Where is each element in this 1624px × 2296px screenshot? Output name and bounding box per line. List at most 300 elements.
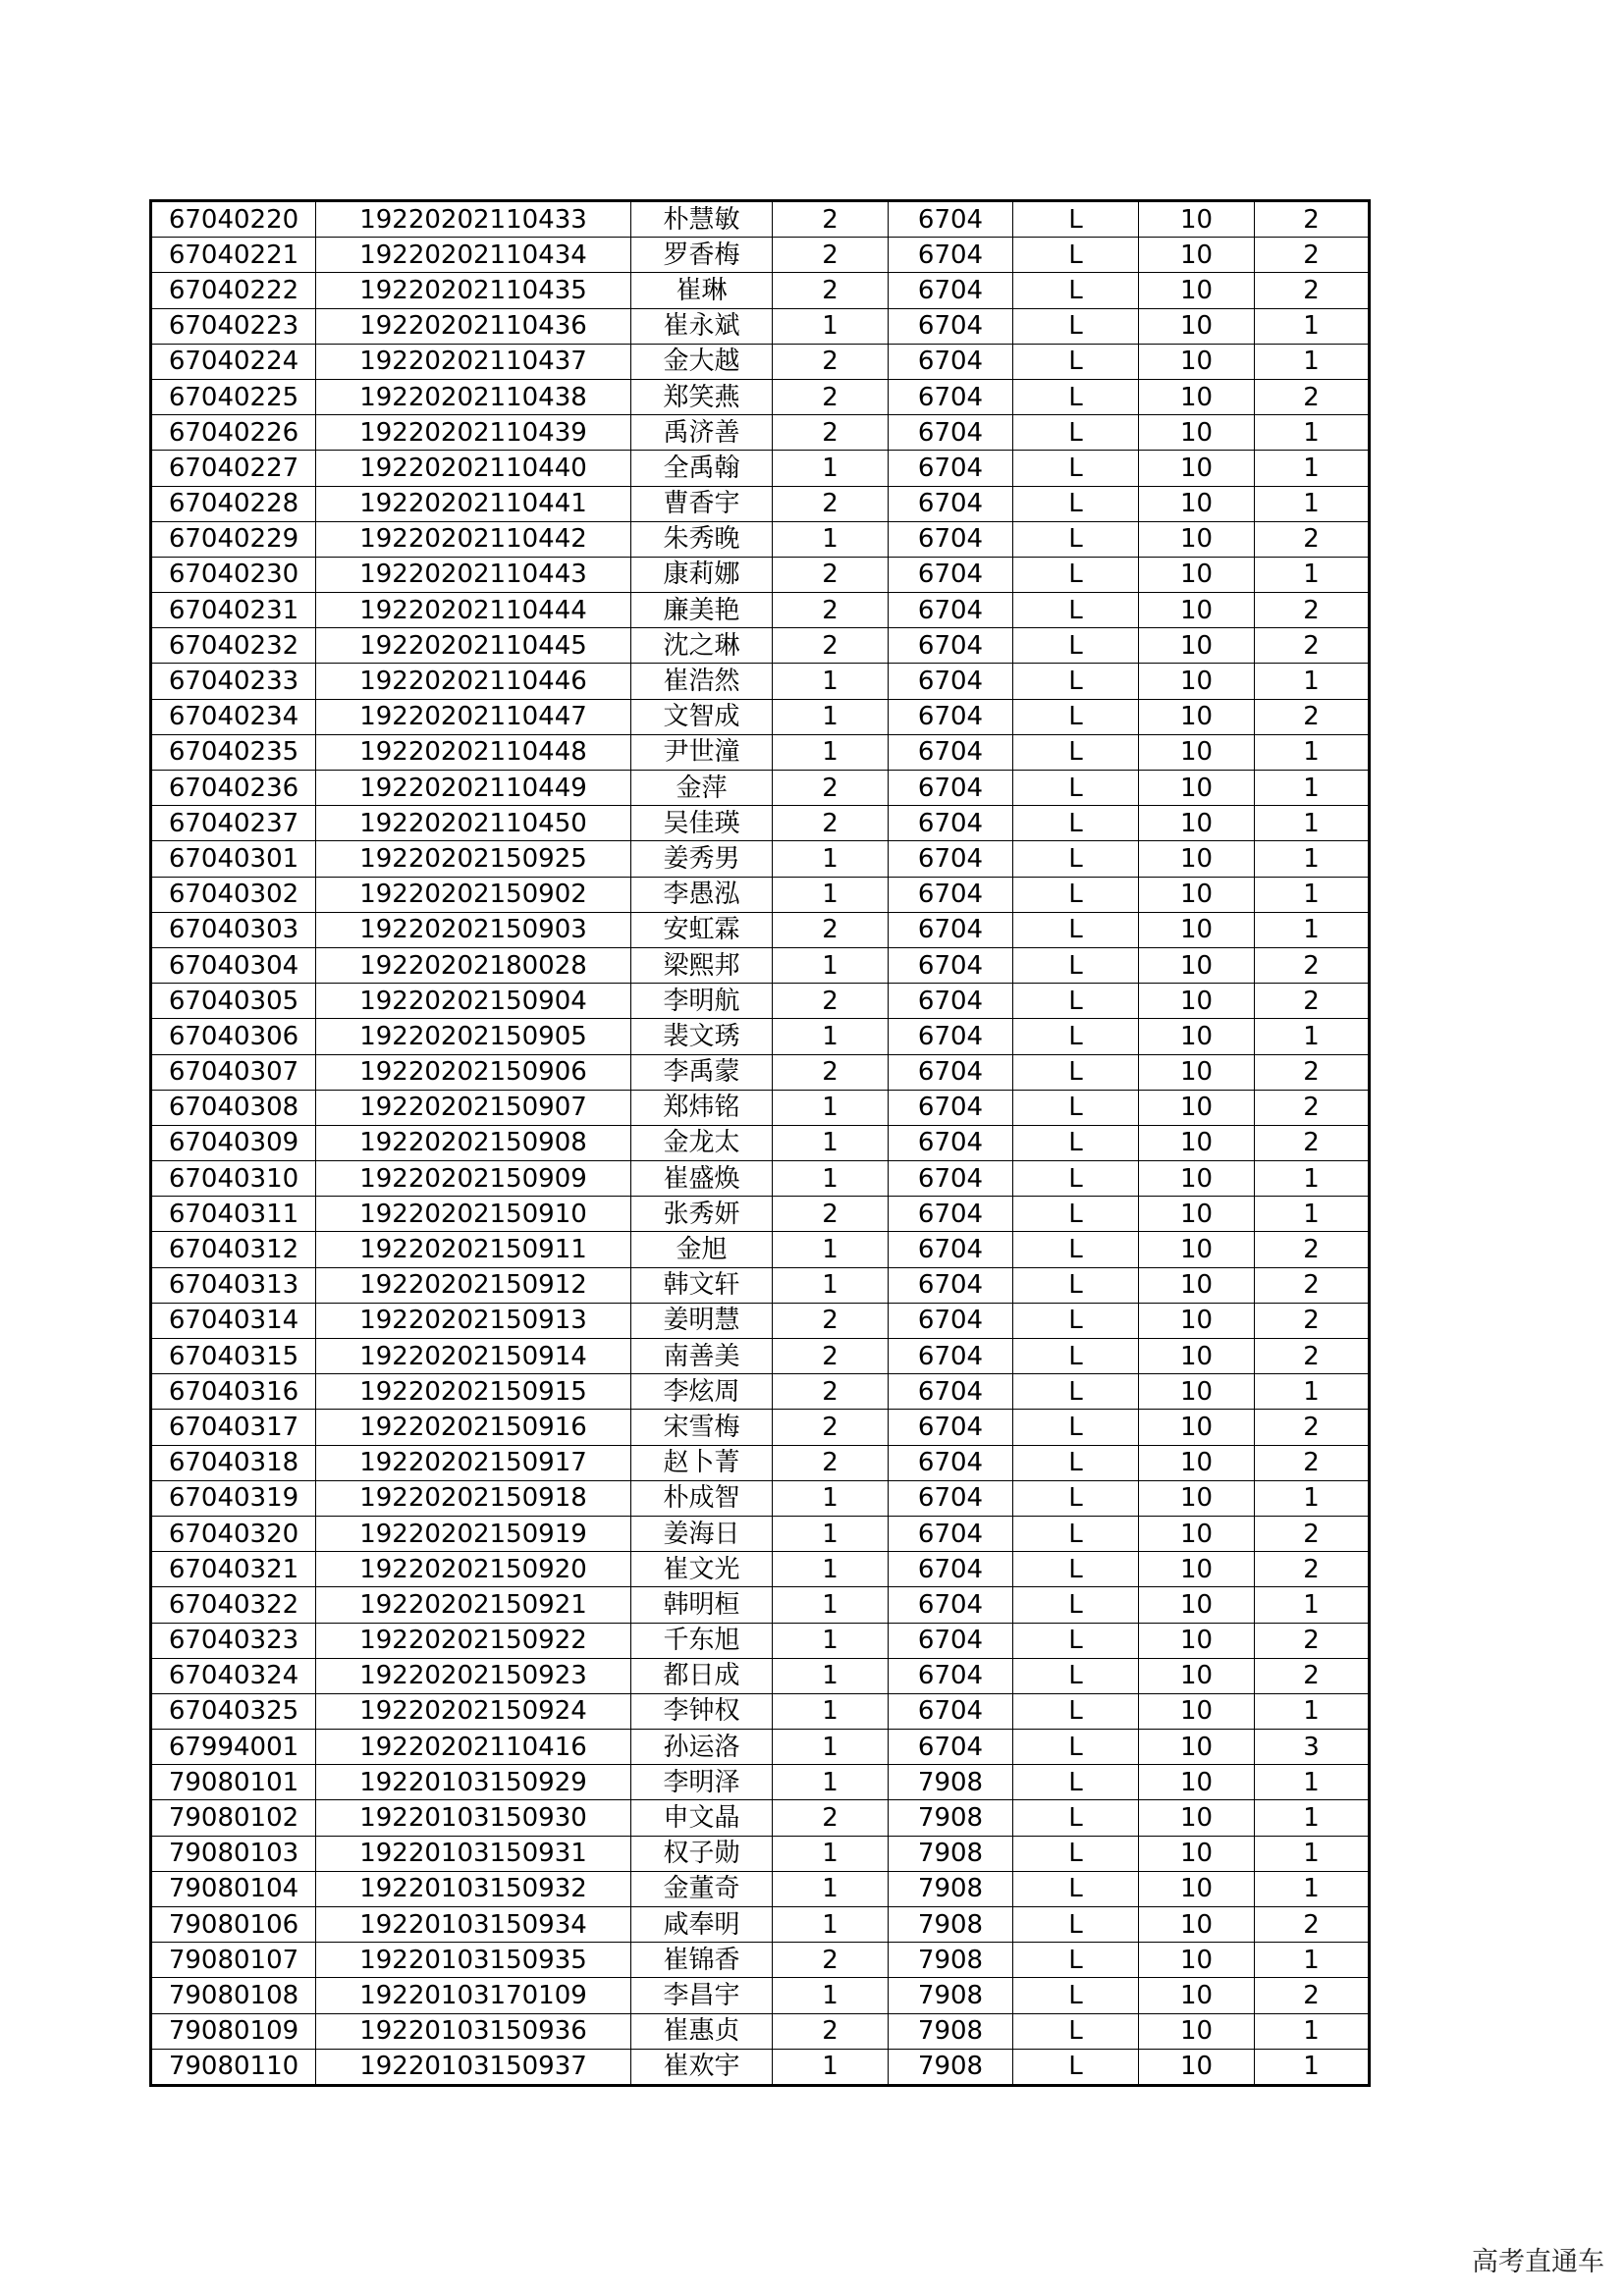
score-base-cell: 10: [1139, 1658, 1255, 1693]
score-base-cell: 10: [1139, 2013, 1255, 2049]
group-code-cell: 2: [1255, 699, 1370, 734]
score-base-cell: 10: [1139, 1800, 1255, 1836]
school-code-cell: 6704: [889, 1410, 1013, 1445]
score-base-cell: 10: [1139, 1232, 1255, 1267]
category-code-cell: L: [1013, 734, 1139, 770]
score-base-cell: 10: [1139, 593, 1255, 628]
gender-code-cell: 2: [773, 1374, 889, 1410]
student-name-cell: 郑炜铭: [631, 1090, 773, 1125]
gender-code-cell: 2: [773, 1054, 889, 1090]
group-code-cell: 2: [1255, 1516, 1370, 1551]
table-row: [151, 415, 1370, 451]
student-name-cell: 全禹翰: [631, 451, 773, 486]
category-code-cell: L: [1013, 415, 1139, 451]
category-code-cell: L: [1013, 1232, 1139, 1267]
score-base-cell: 10: [1139, 1267, 1255, 1303]
student-name-cell: 罗香梅: [631, 238, 773, 273]
school-code-cell: 6704: [889, 308, 1013, 344]
school-code-cell: 7908: [889, 1800, 1013, 1836]
exam-id-cell: 67040229: [151, 521, 316, 557]
table-row: [151, 1623, 1370, 1658]
registration-no-cell: 19220202150902: [316, 877, 631, 912]
gender-code-cell: 1: [773, 1587, 889, 1623]
school-code-cell: 7908: [889, 1765, 1013, 1800]
category-code-cell: L: [1013, 1339, 1139, 1374]
table-row: [151, 984, 1370, 1019]
category-code-cell: L: [1013, 273, 1139, 308]
gender-code-cell: 2: [773, 1303, 889, 1338]
group-code-cell: 1: [1255, 806, 1370, 841]
registration-no-cell: 19220202150918: [316, 1480, 631, 1516]
student-name-cell: 崔文光: [631, 1552, 773, 1587]
table-row: [151, 806, 1370, 841]
registration-no-cell: 19220202150903: [316, 912, 631, 947]
table-row: [151, 841, 1370, 877]
gender-code-cell: 1: [773, 1125, 889, 1160]
registration-no-cell: 19220103150935: [316, 1943, 631, 1978]
category-code-cell: L: [1013, 1943, 1139, 1978]
gender-code-cell: 1: [773, 699, 889, 734]
category-code-cell: L: [1013, 238, 1139, 273]
student-name-cell: 郑笑燕: [631, 379, 773, 414]
exam-id-cell: 67040306: [151, 1019, 316, 1054]
category-code-cell: L: [1013, 1516, 1139, 1551]
registration-no-cell: 19220202150923: [316, 1658, 631, 1693]
category-code-cell: L: [1013, 841, 1139, 877]
school-code-cell: 6704: [889, 521, 1013, 557]
gender-code-cell: 1: [773, 1516, 889, 1551]
score-base-cell: 10: [1139, 1516, 1255, 1551]
category-code-cell: L: [1013, 628, 1139, 664]
score-base-cell: 10: [1139, 2049, 1255, 2085]
table-row: [151, 628, 1370, 664]
group-code-cell: 2: [1255, 1303, 1370, 1338]
score-base-cell: 10: [1139, 1943, 1255, 1978]
school-code-cell: 6704: [889, 1339, 1013, 1374]
gender-code-cell: 2: [773, 201, 889, 238]
gender-code-cell: 1: [773, 664, 889, 699]
group-code-cell: 1: [1255, 912, 1370, 947]
exam-id-cell: 67040220: [151, 201, 316, 238]
gender-code-cell: 1: [773, 521, 889, 557]
student-name-cell: 宋雪梅: [631, 1410, 773, 1445]
group-code-cell: 2: [1255, 593, 1370, 628]
exam-id-cell: 79080101: [151, 1765, 316, 1800]
student-name-cell: 姜秀男: [631, 841, 773, 877]
registration-no-cell: 19220202150925: [316, 841, 631, 877]
gender-code-cell: 2: [773, 415, 889, 451]
category-code-cell: L: [1013, 806, 1139, 841]
table-row: [151, 664, 1370, 699]
table-row: [151, 1765, 1370, 1800]
school-code-cell: 6704: [889, 1730, 1013, 1765]
registration-no-cell: 19220103150936: [316, 2013, 631, 2049]
school-code-cell: 6704: [889, 451, 1013, 486]
school-code-cell: 6704: [889, 1516, 1013, 1551]
table-row: [151, 1374, 1370, 1410]
category-code-cell: L: [1013, 1090, 1139, 1125]
category-code-cell: L: [1013, 1125, 1139, 1160]
registration-no-cell: 19220202150911: [316, 1232, 631, 1267]
registration-no-cell: 19220202110446: [316, 664, 631, 699]
group-code-cell: 1: [1255, 2049, 1370, 2085]
roster-table: [149, 199, 1371, 2087]
registration-no-cell: 19220202150914: [316, 1339, 631, 1374]
student-name-cell: 金龙太: [631, 1125, 773, 1160]
student-name-cell: 曹香宇: [631, 486, 773, 521]
group-code-cell: 1: [1255, 1374, 1370, 1410]
school-code-cell: 6704: [889, 771, 1013, 806]
table-row: [151, 1800, 1370, 1836]
score-base-cell: 10: [1139, 1374, 1255, 1410]
school-code-cell: 6704: [889, 1054, 1013, 1090]
table-row: [151, 1410, 1370, 1445]
gender-code-cell: 1: [773, 1836, 889, 1871]
school-code-cell: 6704: [889, 486, 1013, 521]
score-base-cell: 10: [1139, 806, 1255, 841]
group-code-cell: 2: [1255, 1445, 1370, 1480]
exam-id-cell: 79080107: [151, 1943, 316, 1978]
student-name-cell: 李明航: [631, 984, 773, 1019]
student-name-cell: 尹世潼: [631, 734, 773, 770]
gender-code-cell: 2: [773, 1943, 889, 1978]
category-code-cell: L: [1013, 1765, 1139, 1800]
table-row: [151, 1907, 1370, 1943]
category-code-cell: L: [1013, 1871, 1139, 1906]
table-row: [151, 877, 1370, 912]
registration-no-cell: 19220103150934: [316, 1907, 631, 1943]
group-code-cell: 2: [1255, 1552, 1370, 1587]
group-code-cell: 2: [1255, 984, 1370, 1019]
gender-code-cell: 1: [773, 1480, 889, 1516]
student-name-cell: 咸奉明: [631, 1907, 773, 1943]
table-row: [151, 451, 1370, 486]
school-code-cell: 6704: [889, 1658, 1013, 1693]
table-row: [151, 1197, 1370, 1232]
student-name-cell: 朴慧敏: [631, 201, 773, 238]
school-code-cell: 6704: [889, 734, 1013, 770]
gender-code-cell: 1: [773, 1730, 889, 1765]
table-row: [151, 699, 1370, 734]
registration-no-cell: 19220202110442: [316, 521, 631, 557]
student-name-cell: 裴文琇: [631, 1019, 773, 1054]
category-code-cell: L: [1013, 1054, 1139, 1090]
category-code-cell: L: [1013, 1730, 1139, 1765]
registration-no-cell: 19220202150913: [316, 1303, 631, 1338]
registration-no-cell: 19220202150908: [316, 1125, 631, 1160]
school-code-cell: 6704: [889, 806, 1013, 841]
student-name-cell: 李禹蒙: [631, 1054, 773, 1090]
group-code-cell: 1: [1255, 2013, 1370, 2049]
group-code-cell: 1: [1255, 1587, 1370, 1623]
group-code-cell: 1: [1255, 1765, 1370, 1800]
category-code-cell: L: [1013, 771, 1139, 806]
exam-id-cell: 67040231: [151, 593, 316, 628]
roster-sheet: [149, 199, 1368, 2087]
student-name-cell: 李愚泓: [631, 877, 773, 912]
table-row: [151, 2013, 1370, 2049]
category-code-cell: L: [1013, 1623, 1139, 1658]
gender-code-cell: 2: [773, 1445, 889, 1480]
gender-code-cell: 1: [773, 1907, 889, 1943]
table-row: [151, 1871, 1370, 1906]
score-base-cell: 10: [1139, 1410, 1255, 1445]
exam-id-cell: 67040321: [151, 1552, 316, 1587]
score-base-cell: 10: [1139, 734, 1255, 770]
gender-code-cell: 1: [773, 734, 889, 770]
student-name-cell: 李炫周: [631, 1374, 773, 1410]
category-code-cell: L: [1013, 308, 1139, 344]
registration-no-cell: 19220202150916: [316, 1410, 631, 1445]
group-code-cell: 2: [1255, 1090, 1370, 1125]
category-code-cell: L: [1013, 1267, 1139, 1303]
gender-code-cell: 2: [773, 1197, 889, 1232]
score-base-cell: 10: [1139, 1054, 1255, 1090]
group-code-cell: 2: [1255, 1339, 1370, 1374]
score-base-cell: 10: [1139, 1125, 1255, 1160]
score-base-cell: 10: [1139, 1480, 1255, 1516]
student-name-cell: 廉美艳: [631, 593, 773, 628]
score-base-cell: 10: [1139, 1836, 1255, 1871]
registration-no-cell: 19220202150921: [316, 1587, 631, 1623]
school-code-cell: 7908: [889, 2049, 1013, 2085]
registration-no-cell: 19220202110450: [316, 806, 631, 841]
school-code-cell: 6704: [889, 1232, 1013, 1267]
gender-code-cell: 1: [773, 2049, 889, 2085]
registration-no-cell: 19220202110448: [316, 734, 631, 770]
category-code-cell: L: [1013, 699, 1139, 734]
score-base-cell: 10: [1139, 1303, 1255, 1338]
exam-id-cell: 79080104: [151, 1871, 316, 1906]
table-row: [151, 1339, 1370, 1374]
exam-id-cell: 79080103: [151, 1836, 316, 1871]
student-name-cell: 朱秀晚: [631, 521, 773, 557]
table-row: [151, 1303, 1370, 1338]
gender-code-cell: 1: [773, 451, 889, 486]
category-code-cell: L: [1013, 557, 1139, 592]
exam-id-cell: 67040224: [151, 344, 316, 379]
exam-id-cell: 67040222: [151, 273, 316, 308]
school-code-cell: 6704: [889, 1587, 1013, 1623]
exam-id-cell: 67040303: [151, 912, 316, 947]
table-row: [151, 1019, 1370, 1054]
group-code-cell: 2: [1255, 1232, 1370, 1267]
school-code-cell: 6704: [889, 1480, 1013, 1516]
registration-no-cell: 19220202110438: [316, 379, 631, 414]
exam-id-cell: 67040234: [151, 699, 316, 734]
category-code-cell: L: [1013, 1161, 1139, 1197]
school-code-cell: 6704: [889, 1161, 1013, 1197]
exam-id-cell: 67040324: [151, 1658, 316, 1693]
exam-id-cell: 67040223: [151, 308, 316, 344]
score-base-cell: 10: [1139, 557, 1255, 592]
score-base-cell: 10: [1139, 1730, 1255, 1765]
group-code-cell: 2: [1255, 1978, 1370, 2013]
student-name-cell: 禹济善: [631, 415, 773, 451]
group-code-cell: 2: [1255, 379, 1370, 414]
school-code-cell: 6704: [889, 664, 1013, 699]
student-name-cell: 李钟权: [631, 1693, 773, 1729]
group-code-cell: 1: [1255, 771, 1370, 806]
group-code-cell: 1: [1255, 1019, 1370, 1054]
group-code-cell: 1: [1255, 486, 1370, 521]
group-code-cell: 1: [1255, 557, 1370, 592]
student-name-cell: 都日成: [631, 1658, 773, 1693]
group-code-cell: 2: [1255, 1658, 1370, 1693]
registration-no-cell: 19220103150930: [316, 1800, 631, 1836]
exam-id-cell: 67040230: [151, 557, 316, 592]
gender-code-cell: 2: [773, 1800, 889, 1836]
score-base-cell: 10: [1139, 201, 1255, 238]
group-code-cell: 2: [1255, 1054, 1370, 1090]
gender-code-cell: 2: [773, 486, 889, 521]
exam-id-cell: 67040322: [151, 1587, 316, 1623]
registration-no-cell: 19220202110439: [316, 415, 631, 451]
exam-id-cell: 67040320: [151, 1516, 316, 1551]
table-row: [151, 486, 1370, 521]
school-code-cell: 6704: [889, 1445, 1013, 1480]
score-base-cell: 10: [1139, 1765, 1255, 1800]
student-name-cell: 金旭: [631, 1232, 773, 1267]
group-code-cell: 1: [1255, 1693, 1370, 1729]
score-base-cell: 10: [1139, 1090, 1255, 1125]
registration-no-cell: 19220202150924: [316, 1693, 631, 1729]
exam-id-cell: 67040309: [151, 1125, 316, 1160]
school-code-cell: 6704: [889, 1125, 1013, 1160]
category-code-cell: L: [1013, 2049, 1139, 2085]
score-base-cell: 10: [1139, 984, 1255, 1019]
student-name-cell: 安虹霖: [631, 912, 773, 947]
score-base-cell: 10: [1139, 1552, 1255, 1587]
school-code-cell: 6704: [889, 1303, 1013, 1338]
category-code-cell: L: [1013, 1480, 1139, 1516]
group-code-cell: 1: [1255, 344, 1370, 379]
category-code-cell: L: [1013, 947, 1139, 983]
category-code-cell: L: [1013, 1303, 1139, 1338]
group-code-cell: 2: [1255, 1623, 1370, 1658]
registration-no-cell: 19220202150905: [316, 1019, 631, 1054]
registration-no-cell: 19220202110449: [316, 771, 631, 806]
exam-id-cell: 67040225: [151, 379, 316, 414]
category-code-cell: L: [1013, 451, 1139, 486]
table-row: [151, 1552, 1370, 1587]
score-base-cell: 10: [1139, 1339, 1255, 1374]
school-code-cell: 6704: [889, 238, 1013, 273]
category-code-cell: L: [1013, 1800, 1139, 1836]
group-code-cell: 2: [1255, 238, 1370, 273]
category-code-cell: L: [1013, 201, 1139, 238]
student-name-cell: 姜明慧: [631, 1303, 773, 1338]
table-row: [151, 379, 1370, 414]
school-code-cell: 6704: [889, 1090, 1013, 1125]
score-base-cell: 10: [1139, 664, 1255, 699]
registration-no-cell: 19220202110443: [316, 557, 631, 592]
exam-id-cell: 79080106: [151, 1907, 316, 1943]
gender-code-cell: 2: [773, 379, 889, 414]
category-code-cell: L: [1013, 877, 1139, 912]
gender-code-cell: 1: [773, 1623, 889, 1658]
category-code-cell: L: [1013, 984, 1139, 1019]
table-row: [151, 1943, 1370, 1978]
exam-id-cell: 67040314: [151, 1303, 316, 1338]
category-code-cell: L: [1013, 2013, 1139, 2049]
registration-no-cell: 19220202110437: [316, 344, 631, 379]
student-name-cell: 韩文轩: [631, 1267, 773, 1303]
score-base-cell: 10: [1139, 273, 1255, 308]
student-name-cell: 赵卜菁: [631, 1445, 773, 1480]
school-code-cell: 6704: [889, 912, 1013, 947]
group-code-cell: 2: [1255, 273, 1370, 308]
gender-code-cell: 2: [773, 557, 889, 592]
table-row: [151, 557, 1370, 592]
registration-no-cell: 19220103170109: [316, 1978, 631, 2013]
school-code-cell: 6704: [889, 1197, 1013, 1232]
exam-id-cell: 67040237: [151, 806, 316, 841]
registration-no-cell: 19220202110435: [316, 273, 631, 308]
score-base-cell: 10: [1139, 415, 1255, 451]
category-code-cell: L: [1013, 1693, 1139, 1729]
gender-code-cell: 2: [773, 771, 889, 806]
category-code-cell: L: [1013, 379, 1139, 414]
group-code-cell: 1: [1255, 841, 1370, 877]
student-name-cell: 权子勋: [631, 1836, 773, 1871]
gender-code-cell: 1: [773, 947, 889, 983]
category-code-cell: L: [1013, 912, 1139, 947]
registration-no-cell: 19220202150915: [316, 1374, 631, 1410]
exam-id-cell: 67040235: [151, 734, 316, 770]
group-code-cell: 1: [1255, 1800, 1370, 1836]
registration-no-cell: 19220103150937: [316, 2049, 631, 2085]
table-row: [151, 1516, 1370, 1551]
student-name-cell: 申文晶: [631, 1800, 773, 1836]
table-row: [151, 273, 1370, 308]
gender-code-cell: 2: [773, 238, 889, 273]
student-name-cell: 南善美: [631, 1339, 773, 1374]
group-code-cell: 2: [1255, 1267, 1370, 1303]
gender-code-cell: 2: [773, 344, 889, 379]
table-row: [151, 1658, 1370, 1693]
group-code-cell: 1: [1255, 1480, 1370, 1516]
group-code-cell: 1: [1255, 1943, 1370, 1978]
score-base-cell: 10: [1139, 628, 1255, 664]
gender-code-cell: 2: [773, 912, 889, 947]
watermark-text: 高考直通车: [1472, 2247, 1604, 2277]
table-row: [151, 1125, 1370, 1160]
group-code-cell: 1: [1255, 451, 1370, 486]
gender-code-cell: 2: [773, 273, 889, 308]
student-name-cell: 康莉娜: [631, 557, 773, 592]
registration-no-cell: 19220202110434: [316, 238, 631, 273]
category-code-cell: L: [1013, 521, 1139, 557]
gender-code-cell: 1: [773, 308, 889, 344]
school-code-cell: 6704: [889, 877, 1013, 912]
category-code-cell: L: [1013, 1907, 1139, 1943]
registration-no-cell: 19220103150931: [316, 1836, 631, 1871]
exam-id-cell: 67040319: [151, 1480, 316, 1516]
table-row: [151, 771, 1370, 806]
group-code-cell: 2: [1255, 1907, 1370, 1943]
exam-id-cell: 67040323: [151, 1623, 316, 1658]
gender-code-cell: 2: [773, 628, 889, 664]
score-base-cell: 10: [1139, 699, 1255, 734]
group-code-cell: 1: [1255, 1197, 1370, 1232]
exam-id-cell: 67040325: [151, 1693, 316, 1729]
exam-id-cell: 67040317: [151, 1410, 316, 1445]
gender-code-cell: 1: [773, 1232, 889, 1267]
registration-no-cell: 19220202150922: [316, 1623, 631, 1658]
category-code-cell: L: [1013, 1587, 1139, 1623]
score-base-cell: 10: [1139, 451, 1255, 486]
